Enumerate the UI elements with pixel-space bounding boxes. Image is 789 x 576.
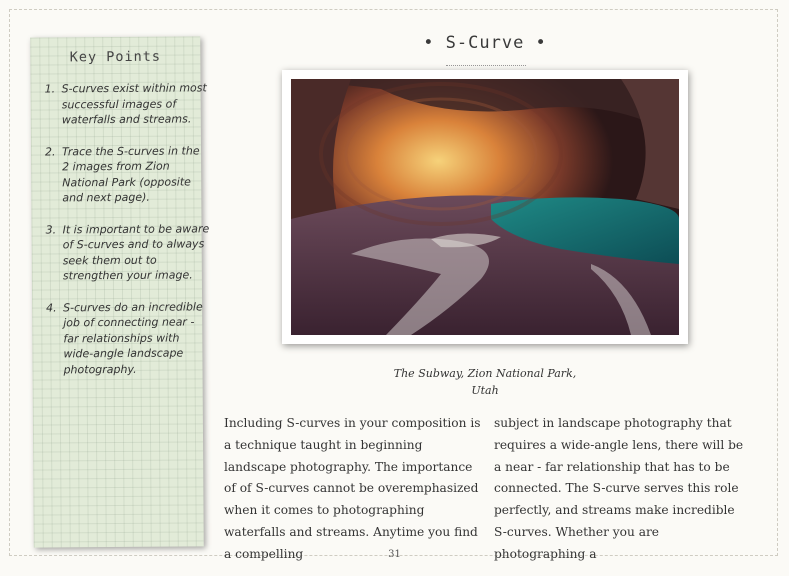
title-divider [446,65,526,66]
key-point-item: 3. It is important to be aware of S-curves and to always seek them out to strengthen your image. [60,221,210,284]
key-point-item: 1. S-curves exist within most successful images of waterfalls and streams. [59,80,209,128]
key-points-card [30,36,210,547]
caption-line: Utah [471,384,499,397]
body-column-left: Including S-curves in your composition is a technique taught in beginning landscape photography. The importance of of S-curves cannot be overemphasized when it comes to photographing waterfalls and streams. Anytime you find a compelling [224,416,481,561]
subway-photo [291,79,679,335]
page-title: • S-Curve • [423,33,547,53]
key-point-item: 2. Trace the S-curves in the 2 images from Zion National Park (opposite and next page). [59,143,209,206]
photo-frame [282,70,688,344]
subway-photo-illustration [291,79,679,335]
key-points-title: Key Points [69,48,162,66]
key-point-item: 4. S-curves do an incredible job of connecting near - far relationships with wide-angle landscape photography. [60,299,211,378]
key-points-list [45,80,211,393]
body-column-right: subject in landscape photography that requires a wide-angle lens, there will be a near - far relationship that has to be connected. The S-curve serves this role perfectly, and streams make incredible S-curves. Whether you are photographing a [494,416,744,561]
photo-caption [380,365,590,399]
page-number: 31 [388,549,401,560]
caption-line: The Subway, Zion National Park, [393,367,577,380]
